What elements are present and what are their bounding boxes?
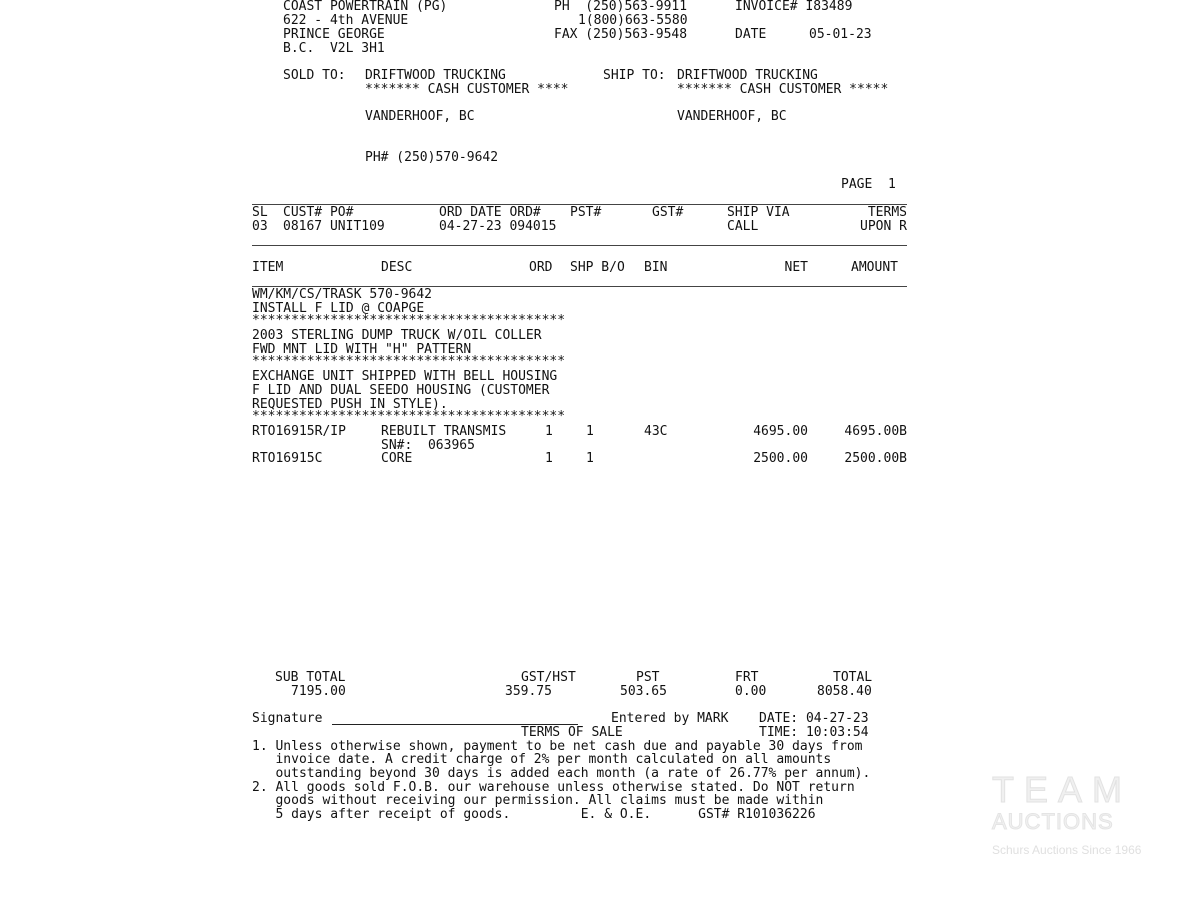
company-address: 622 - 4th AVENUE: [283, 13, 409, 28]
terms-line: 2. All goods sold F.O.B. our warehouse unless otherwise stated. Do NOT return: [252, 780, 855, 795]
order-terms: UPON R: [860, 219, 907, 234]
item-amount: 4695.00B: [844, 424, 907, 439]
gst-value: 359.75: [505, 684, 552, 699]
company-city: PRINCE GEORGE: [283, 27, 385, 42]
ship-to-name: DRIFTWOOD TRUCKING: [677, 68, 818, 83]
watermark-title: TEAM: [992, 769, 1133, 810]
item-desc: CORE: [381, 451, 413, 466]
order-header-ord-date: ORD DATE ORD#: [439, 205, 541, 220]
item-shp: 1: [586, 451, 594, 466]
order-date-number: 04-27-23 094015: [439, 219, 557, 234]
order-header-ship-via: SHIP VIA: [727, 205, 790, 220]
sold-to-label: SOLD TO:: [283, 68, 346, 83]
entered-by: Entered by MARK: [611, 711, 729, 726]
order-ship-via: CALL: [727, 219, 759, 234]
ship-to-note: ******* CASH CUSTOMER *****: [677, 82, 889, 97]
subtotal-value: 7195.00: [291, 684, 346, 699]
invoice-number: INVOICE# I83489: [735, 0, 853, 14]
sold-to-note: ******* CASH CUSTOMER ****: [365, 82, 569, 97]
subtotal-label: SUB TOTAL: [275, 670, 346, 685]
line-header-amount: AMOUNT: [851, 260, 898, 275]
order-cust-po: 08167 UNIT109: [283, 219, 385, 234]
date-value: 05-01-23: [809, 27, 872, 42]
item-code: RTO16915R/IP: [252, 424, 346, 439]
item-code: RTO16915C: [252, 451, 323, 466]
note-line: FWD MNT LID WITH "H" PATTERN: [252, 342, 472, 357]
note-line: 2003 STERLING DUMP TRUCK W/OIL COLLER: [252, 328, 542, 343]
line-header-desc: DESC: [381, 260, 413, 275]
item-shp: 1: [586, 424, 594, 439]
line-header-ord: ORD: [529, 260, 553, 275]
item-ord: 1: [545, 424, 553, 439]
frt-label: FRT: [735, 670, 759, 685]
sold-to-city: VANDERHOOF, BC: [365, 109, 475, 124]
note-line: EXCHANGE UNIT SHIPPED WITH BELL HOUSING: [252, 369, 558, 384]
item-net: 4695.00: [753, 424, 808, 439]
page-number: PAGE 1: [841, 177, 896, 192]
item-serial: SN#: 063965: [381, 438, 475, 453]
date-label: DATE: [735, 27, 767, 42]
note-separator: ****************************************: [252, 354, 566, 369]
company-postal: B.C. V2L 3H1: [283, 41, 385, 56]
terms-line: outstanding beyond 30 days is added each month (a rate of 26.77% per annum).: [252, 766, 871, 781]
sold-to-phone: PH# (250)570-9642: [365, 150, 499, 165]
order-bottom-rule: [252, 245, 907, 246]
frt-value: 0.00: [735, 684, 767, 699]
line-header-net: NET: [784, 260, 808, 275]
ship-to-city: VANDERHOOF, BC: [677, 109, 787, 124]
watermark-subtitle: AUCTIONS: [992, 809, 1114, 834]
item-amount: 2500.00B: [844, 451, 907, 466]
note-line: REQUESTED PUSH IN STYLE).: [252, 397, 448, 412]
total-label: TOTAL: [833, 670, 873, 685]
company-name: COAST POWERTRAIN (PG): [283, 0, 448, 14]
terms-of-sale-heading: TERMS OF SALE: [521, 725, 623, 740]
signature-label: Signature: [252, 711, 323, 726]
company-phone: PH (250)563-9911: [554, 0, 688, 14]
line-header-shp-bo: SHP B/O: [570, 260, 625, 275]
order-header-pst: PST#: [570, 205, 602, 220]
ship-to-label: SHIP TO:: [603, 68, 666, 83]
sold-to-name: DRIFTWOOD TRUCKING: [365, 68, 506, 83]
watermark-tagline: Schurs Auctions Since 1966: [992, 843, 1142, 857]
item-ord: 1: [545, 451, 553, 466]
footer-time: TIME: 10:03:54: [759, 725, 869, 740]
footer-date: DATE: 04-27-23: [759, 711, 869, 726]
line-header-bin: BIN: [644, 260, 668, 275]
terms-line: invoice date. A credit charge of 2% per month calculated on all amounts: [252, 752, 832, 767]
order-sl: 03: [252, 219, 268, 234]
terms-line: goods without receiving our permission. All claims must be made within: [252, 793, 824, 808]
item-desc: REBUILT TRANSMIS: [381, 424, 507, 439]
gst-label: GST/HST: [521, 670, 576, 685]
item-bin: 43C: [644, 424, 668, 439]
company-tollfree: 1(800)663-5580: [578, 13, 688, 28]
order-header-gst: GST#: [652, 205, 684, 220]
company-fax: FAX (250)563-9548: [554, 27, 688, 42]
note-separator: ****************************************: [252, 313, 566, 328]
pst-value: 503.65: [620, 684, 667, 699]
note-line: INSTALL F LID @ COAPGE: [252, 301, 425, 316]
item-net: 2500.00: [753, 451, 808, 466]
order-header-terms: TERMS: [867, 205, 907, 220]
note-line: F LID AND DUAL SEEDO HOUSING (CUSTOMER: [252, 383, 550, 398]
line-header-item: ITEM: [252, 260, 284, 275]
note-line: WM/KM/CS/TRASK 570-9642: [252, 287, 433, 302]
terms-line: 5 days after receipt of goods. E. & O.E. GST# R101036226: [252, 807, 816, 822]
order-header-sl: SL: [252, 205, 268, 220]
pst-label: PST: [636, 670, 660, 685]
order-header-cust-po: CUST# PO#: [283, 205, 354, 220]
total-value: 8058.40: [817, 684, 872, 699]
note-separator: ****************************************: [252, 409, 566, 424]
terms-line: 1. Unless otherwise shown, payment to be net cash due and payable 30 days from: [252, 739, 863, 754]
